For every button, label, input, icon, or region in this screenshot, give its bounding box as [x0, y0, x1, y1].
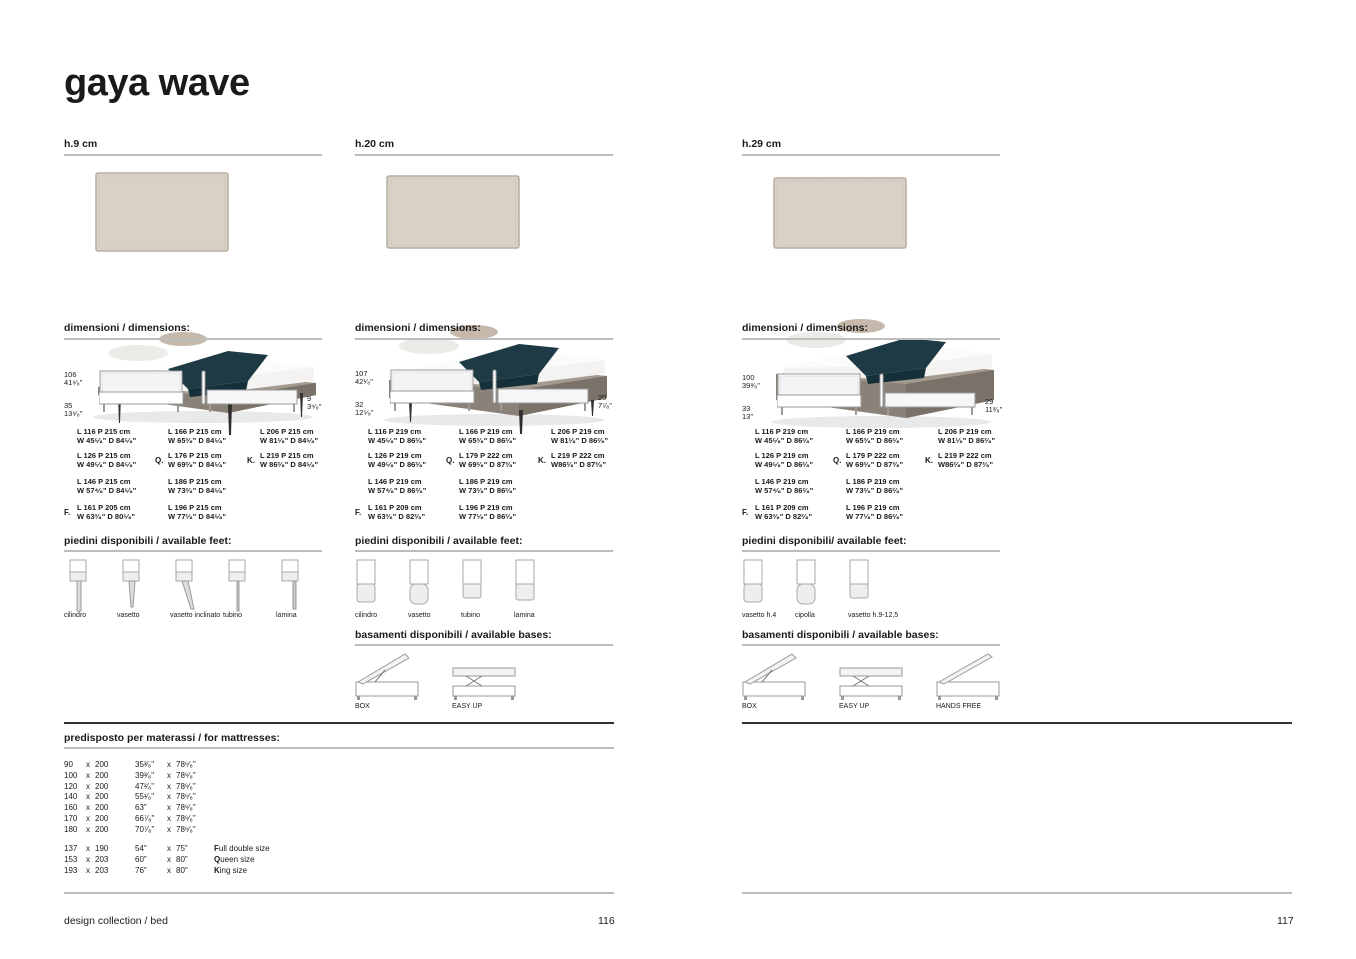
mattress-size-cell: 160 — [64, 803, 78, 813]
full-group-label: F. — [64, 508, 71, 517]
foot-option — [170, 559, 200, 618]
height-heading: h.9 cm — [64, 138, 98, 150]
size-option: L 161 P 209 cm W 63³⁄₈" D 82²⁄₈" — [368, 503, 426, 521]
mattress-size-cell: x — [167, 803, 171, 813]
feet-heading: piedini disponibili / available feet: — [355, 535, 523, 547]
foot-label: tubino — [223, 612, 243, 619]
front-frame-label: 35 13⁶⁄₈" — [64, 401, 83, 418]
size-option: L 179 P 222 cm W 69²⁄₈" D 87³⁄₈" — [846, 451, 904, 469]
foot-label: cipolla — [795, 612, 815, 619]
front-height-label: 107 42¹⁄₈" — [355, 369, 373, 386]
side-view-drawing — [201, 370, 299, 419]
size-option: L 161 P 209 cm W 63³⁄₈" D 82²⁄₈" — [755, 503, 813, 521]
foot-label: lamina — [514, 612, 535, 619]
bed-photo — [78, 165, 318, 305]
foot-option — [276, 559, 306, 618]
mattress-size-cell: x — [167, 814, 171, 823]
size-option: L 161 P 205 cm W 63³⁄₈" D 80⁵⁄₈" — [77, 503, 136, 521]
mattress-size-name: Queen size — [214, 854, 255, 864]
queen-group-label: Q. — [833, 456, 842, 465]
foot-option — [355, 559, 379, 614]
mattress-size-cell: 78⁶⁄₈" — [176, 781, 196, 791]
mattress-size-cell: 60" — [135, 854, 147, 864]
king-group-label: K. — [247, 456, 255, 465]
bases-heading: basamenti disponibili / available bases: — [355, 629, 552, 641]
size-option: L 206 P 219 cm W 81¹⁄₈" D 86²⁄₈" — [551, 427, 609, 445]
size-option: L 146 P 219 cm W 57⁴⁄₈" D 86²⁄₈" — [755, 477, 814, 495]
height-divider — [355, 154, 613, 156]
size-option: L 116 P 219 cm W 45⁵⁄₈" D 86²⁄₈" — [755, 427, 814, 445]
foot-label: vasetto h.9-12,5 — [848, 612, 899, 619]
foot-label: vasetto — [117, 612, 140, 619]
page-number-right: 117 — [1277, 915, 1294, 927]
bed-photo — [369, 168, 609, 308]
mattress-size-cell: x — [86, 770, 90, 780]
mattress-size-cell: x — [86, 760, 90, 769]
feet-divider — [64, 550, 322, 552]
foot-option — [64, 559, 94, 618]
mattress-size-cell: x — [167, 770, 171, 780]
foot-option — [514, 559, 538, 614]
mattress-size-cell: 203 — [95, 865, 109, 875]
dimensions-heading: dimensioni / dimensions: — [64, 322, 191, 334]
size-option: L 126 P 219 cm W 49⁵⁄₈" D 86²⁄₈" — [368, 451, 427, 469]
side-view-drawing — [879, 373, 977, 422]
mattress-size-cell: 120 — [64, 781, 78, 791]
size-option: L 196 P 219 cm W 77¹⁄₈" D 86²⁄₈" — [846, 503, 904, 521]
mattress-divider — [64, 747, 614, 749]
mattress-size-cell: x — [86, 854, 90, 864]
front-height-label: 100 39³⁄₈" — [742, 373, 760, 390]
footer-divider-right — [742, 892, 1292, 894]
foot-label: cilindro — [355, 612, 378, 619]
height-heading: h.29 cm — [742, 138, 782, 150]
dimensions-divider — [355, 338, 613, 340]
full-group-label: F. — [742, 508, 749, 517]
mattress-size-cell: x — [167, 824, 171, 834]
foot-option — [742, 559, 766, 614]
mattress-size-cell: x — [86, 781, 90, 791]
front-frame-label: 32 12⁵⁄₈" — [355, 400, 374, 417]
size-option: L 166 P 215 cm W 65³⁄₈" D 84⁵⁄₈" — [168, 427, 227, 445]
front-frame-label: 33 13" — [742, 404, 754, 421]
foot-label: vasetto — [408, 612, 431, 619]
size-option: L 146 P 215 cm W 57⁴⁄₈" D 84⁵⁄₈" — [77, 477, 137, 495]
mattress-size-cell: x — [86, 844, 90, 853]
base-label: EASY UP — [839, 703, 870, 710]
foot-option — [117, 559, 147, 618]
mattress-size-cell: 39³⁄₈" — [135, 770, 155, 780]
bases-divider — [355, 644, 613, 646]
full-group-label: F. — [355, 508, 362, 517]
mattress-size-cell: 100 — [64, 770, 78, 780]
foot-option — [223, 559, 253, 618]
mattress-size-cell: 200 — [95, 814, 109, 823]
feet-divider — [355, 550, 613, 552]
size-option: L 146 P 219 cm W 57⁴⁄₈" D 86²⁄₈" — [368, 477, 427, 495]
size-option: L 219 P 215 cm W 86²⁄₈" D 84⁵⁄₈" — [260, 451, 319, 469]
dimensions-divider — [742, 338, 1000, 340]
footer-section-label: design collection / bed — [64, 915, 168, 927]
size-option: L 116 P 219 cm W 45⁵⁄₈" D 86²⁄₈" — [368, 427, 427, 445]
mattress-size-cell: 78⁶⁄₈" — [176, 803, 196, 813]
queen-group-label: Q. — [446, 456, 455, 465]
base-label: BOX — [355, 703, 370, 710]
mattress-size-cell: 153 — [64, 854, 78, 864]
mattress-size-cell: 78⁶⁄₈" — [176, 760, 196, 769]
mattress-size-cell: 200 — [95, 760, 109, 769]
foot-option — [461, 559, 485, 614]
mattress-size-cell: x — [86, 865, 90, 875]
mattress-size-cell: 66⁷⁄₈" — [135, 814, 155, 823]
feet-divider — [742, 550, 1000, 552]
foot-label: cilindro — [64, 612, 87, 619]
mattress-size-cell: 47²⁄₈" — [135, 781, 155, 791]
mattress-size-cell: 200 — [95, 803, 109, 813]
mattress-size-cell: x — [86, 792, 90, 802]
mattress-size-cell: 203 — [95, 854, 109, 864]
mattress-size-cell: 78⁶⁄₈" — [176, 824, 196, 834]
footer-divider-left — [64, 892, 614, 894]
mattress-size-name: King size — [214, 865, 247, 875]
size-option: L 186 P 219 cm W 73²⁄₈" D 86²⁄₈" — [459, 477, 517, 495]
mattress-size-cell: x — [167, 865, 171, 875]
foot-label: tubino — [461, 612, 481, 619]
front-height-label: 106 41⁶⁄₈" — [64, 370, 83, 387]
dimensions-heading: dimensioni / dimensions: — [355, 322, 482, 334]
base-option — [839, 652, 903, 705]
feet-heading: piedini disponibili / available feet: — [64, 535, 232, 547]
mattress-size-cell: 90 — [64, 760, 73, 769]
height-divider — [742, 154, 1000, 156]
size-option: L 196 P 215 cm W 77¹⁄₈" D 84⁵⁄₈" — [168, 503, 227, 521]
size-option: L 166 P 219 cm W 65³⁄₈" D 86²⁄₈" — [459, 427, 517, 445]
foot-option — [795, 559, 819, 614]
mattress-size-cell: x — [86, 824, 90, 834]
base-label: BOX — [742, 703, 757, 710]
foot-label: lamina — [276, 612, 297, 619]
mattress-size-cell: 170 — [64, 814, 78, 823]
base-option — [355, 652, 419, 705]
mattress-size-name: Full double size — [214, 844, 270, 853]
mattress-size-cell: x — [86, 803, 90, 813]
mattress-size-cell: x — [167, 792, 171, 802]
mattress-size-cell: x — [167, 760, 171, 769]
mattress-size-cell: 35³⁄₈" — [135, 760, 155, 769]
front-view-drawing — [777, 373, 863, 422]
king-group-label: K. — [538, 456, 546, 465]
mattress-size-cell: 76" — [135, 865, 147, 875]
base-label: HANDS FREE — [936, 703, 982, 710]
side-view-drawing — [492, 369, 590, 418]
mattress-size-cell: x — [167, 781, 171, 791]
bases-heading: basamenti disponibili / available bases: — [742, 629, 939, 641]
side-height-label: 20 7⁷⁄₈" — [598, 393, 612, 410]
mattress-size-cell: 55¹⁄₈" — [135, 792, 155, 802]
right-section-divider — [742, 722, 1292, 724]
base-option — [936, 652, 1000, 705]
size-option: L 219 P 222 cm W86²⁄₈" D 87³⁄₈" — [551, 451, 607, 469]
page-number-left: 116 — [598, 915, 615, 927]
front-view-drawing — [99, 370, 185, 419]
height-divider — [64, 154, 322, 156]
mattress-size-cell: 80" — [176, 865, 188, 875]
size-option: L 196 P 219 cm W 77¹⁄₈" D 86²⁄₈" — [459, 503, 517, 521]
feet-heading: piedini disponibili/ available feet: — [742, 535, 907, 547]
size-option: L 186 P 215 cm W 73²⁄₈" D 84⁵⁄₈" — [168, 477, 227, 495]
size-option: L 186 P 219 cm W 73²⁄₈" D 86²⁄₈" — [846, 477, 904, 495]
mattress-size-cell: 78⁶⁄₈" — [176, 770, 196, 780]
king-group-label: K. — [925, 456, 933, 465]
front-view-drawing — [390, 369, 476, 418]
dimensions-heading: dimensioni / dimensions: — [742, 322, 869, 334]
foot-label: vasetto h.4 — [742, 612, 777, 619]
queen-group-label: Q. — [155, 456, 164, 465]
size-option: L 166 P 219 cm W 65³⁄₈" D 86²⁄₈" — [846, 427, 904, 445]
base-option — [742, 652, 806, 705]
size-option: L 179 P 222 cm W 69²⁄₈" D 87³⁄₈" — [459, 451, 517, 469]
mattress-size-cell: 75" — [176, 844, 188, 853]
side-height-label: 9 3⁴⁄₈" — [307, 394, 322, 411]
bed-photo — [756, 170, 996, 310]
mattress-size-cell: 137 — [64, 844, 78, 853]
mattress-size-cell: x — [167, 854, 171, 864]
mattress-top-divider — [64, 722, 614, 724]
mattress-size-cell: 140 — [64, 792, 78, 802]
mattress-size-cell: 70⁷⁄₈" — [135, 824, 155, 834]
mattress-size-cell: 200 — [95, 824, 109, 834]
size-option: L 126 P 219 cm W 49⁵⁄₈" D 86²⁄₈" — [755, 451, 814, 469]
mattress-size-cell: 200 — [95, 792, 109, 802]
mattress-size-cell: 63" — [135, 803, 147, 813]
height-heading: h.20 cm — [355, 138, 395, 150]
size-option: L 126 P 215 cm W 49⁵⁄₈" D 84⁵⁄₈" — [77, 451, 137, 469]
foot-option — [848, 559, 872, 614]
base-label: EASY UP — [452, 703, 483, 710]
bases-divider — [742, 644, 1000, 646]
side-height-label: 29 11³⁄₈" — [985, 397, 1003, 414]
mattress-size-cell: 54" — [135, 844, 147, 853]
mattress-heading: predisposto per materassi / for mattresses: — [64, 732, 280, 744]
page-title: gaya wave — [64, 62, 250, 104]
foot-label: vasetto inclinato — [170, 612, 221, 619]
size-option: L 116 P 215 cm W 45⁵⁄₈" D 84⁵⁄₈" — [77, 427, 137, 445]
mattress-size-cell: 78⁶⁄₈" — [176, 792, 196, 802]
mattress-size-cell: 190 — [95, 844, 109, 853]
dimensions-divider — [64, 338, 322, 340]
size-option: L 206 P 215 cm W 81¹⁄₈" D 84⁵⁄₈" — [260, 427, 319, 445]
mattress-size-cell: 193 — [64, 865, 78, 875]
mattress-size-cell: 78⁶⁄₈" — [176, 814, 196, 823]
mattress-size-cell: 80" — [176, 854, 188, 864]
size-option: L 176 P 215 cm W 69²⁄₈" D 84⁵⁄₈" — [168, 451, 227, 469]
base-option — [452, 652, 516, 705]
mattress-size-cell: 200 — [95, 781, 109, 791]
mattress-size-cell: 180 — [64, 824, 78, 834]
foot-option — [408, 559, 432, 614]
mattress-size-cell: x — [86, 814, 90, 823]
size-option: L 206 P 219 cm W 81¹⁄₈" D 86²⁄₈" — [938, 427, 996, 445]
size-option: L 219 P 222 cm W86²⁄₈" D 87³⁄₈" — [938, 451, 994, 469]
mattress-size-cell: x — [167, 844, 171, 853]
mattress-size-cell: 200 — [95, 770, 109, 780]
